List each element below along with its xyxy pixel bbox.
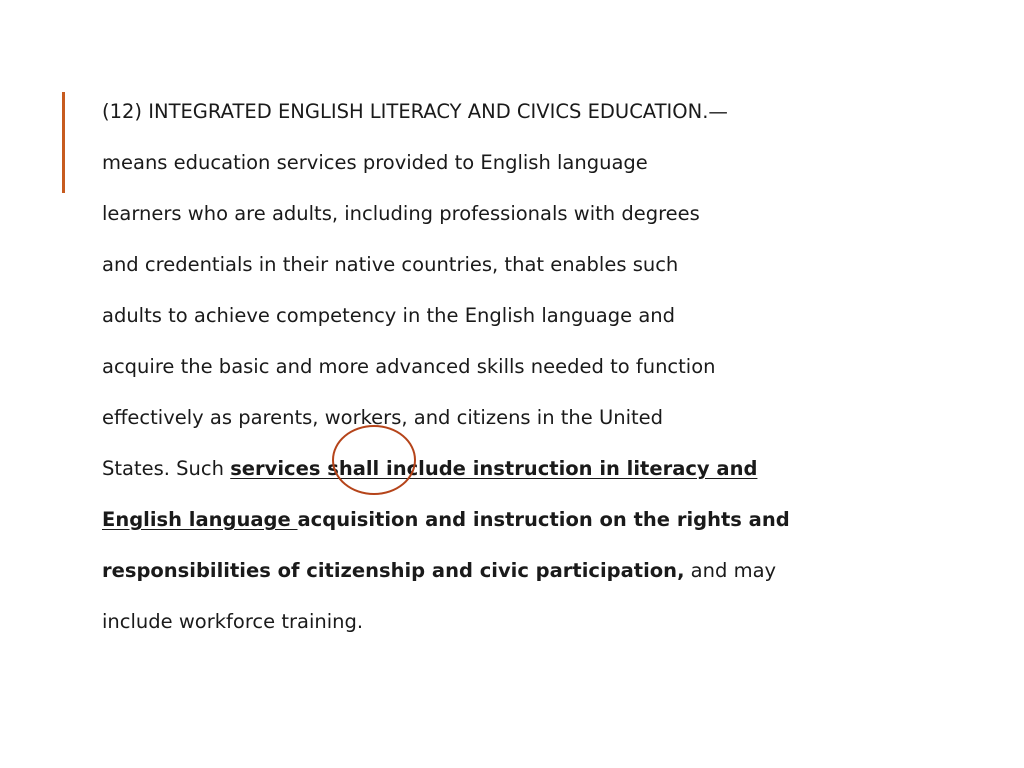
- line-7-plain: States. Such: [102, 457, 231, 480]
- definition-line-6: effectively as parents, workers, and citizens in the United: [102, 406, 664, 429]
- definition-line-10: include workforce training.: [102, 610, 364, 633]
- line-8-emphasis-bold: acquisition and instruction on the rights and: [297, 508, 790, 531]
- definition-line-7: [102, 453, 1002, 504]
- definition-text: [102, 96, 1002, 657]
- definition-line-4: adults to achieve competency in the English language and: [102, 304, 676, 327]
- line-9-plain: and may: [684, 559, 777, 582]
- line-9-emphasis-bold: responsibilities of citizenship and civic participation,: [102, 559, 685, 582]
- definition-line-2: learners who are adults, including professionals with degrees: [102, 202, 700, 225]
- accent-bar: [62, 92, 65, 193]
- definition-line-1: means education services provided to English language: [102, 151, 648, 174]
- definition-line-5: acquire the basic and more advanced skills needed to function: [102, 355, 716, 378]
- definition-line-3: and credentials in their native countries, that enables such: [102, 253, 679, 276]
- definition-line-9: [102, 555, 1002, 606]
- definition-line-8: [102, 504, 1002, 555]
- line-7-emphasis: services shall include instruction in literacy and: [230, 457, 758, 480]
- definition-heading: (12) INTEGRATED ENGLISH LITERACY AND CIVICS EDUCATION.—: [102, 100, 728, 123]
- line-8-emphasis-underlined: English language: [102, 508, 298, 531]
